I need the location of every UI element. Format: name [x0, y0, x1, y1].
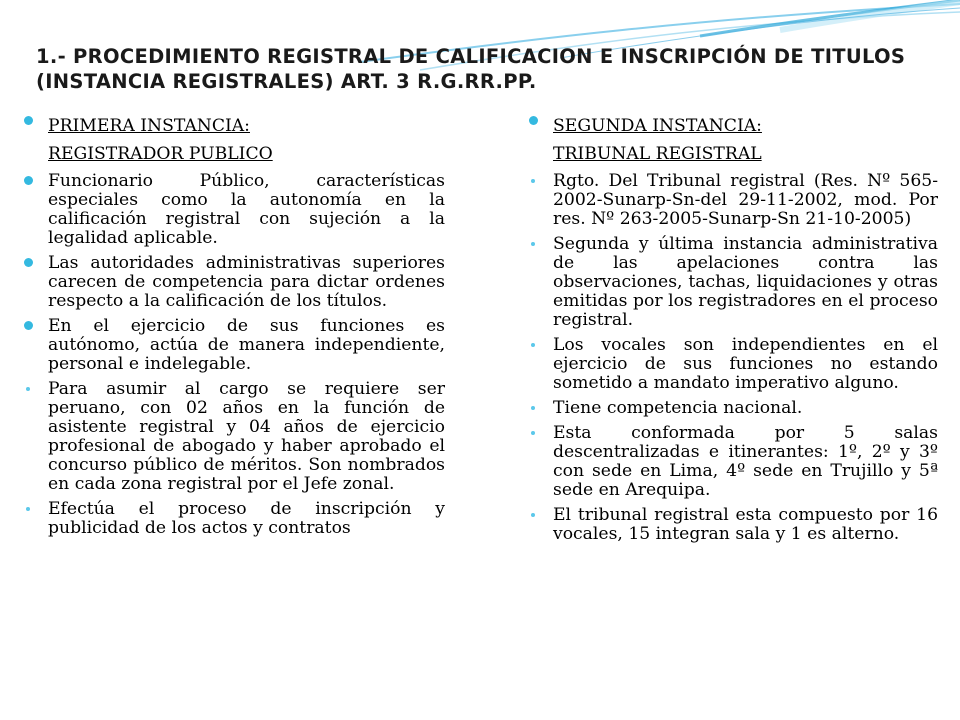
bullet-icon — [24, 116, 33, 125]
small-bullet-icon — [26, 507, 30, 511]
left-heading-line1: PRIMERA INSTANCIA: — [48, 116, 250, 136]
list-item: Para asumir al cargo se requiere ser peruano, con 02 años en la función de asistente registral y 04 años de ejercicio profesional de abogado y haber aprobado el concurso público de méritos. Son nombrados en cada zona registral por el Jefe zonal. — [20, 380, 445, 494]
left-column — [20, 112, 445, 544]
list-item: Efectúa el proceso de inscripción y publicidad de los actos y contratos — [20, 500, 445, 538]
right-list — [525, 112, 938, 544]
right-heading — [525, 112, 938, 168]
left-heading — [20, 112, 445, 168]
left-list — [20, 112, 445, 538]
small-bullet-icon — [26, 387, 30, 391]
slide-title: 1.- PROCEDIMIENTO REGISTRAL DE CALIFICACION E INSCRIPCIÓN DE TITULOS (INSTANCIA REGISTRALES) ART. 3 R.G.RR.PP. — [36, 45, 906, 93]
list-item: Los vocales son independientes en el ejercicio de sus funciones no estando sometido a mandato imperativo alguno. — [525, 336, 938, 393]
list-item: Segunda y última instancia administrativa de las apelaciones contra las observaciones, tachas, liquidaciones y otras emitidas por los registradores en el proceso registral. — [525, 235, 938, 330]
small-bullet-icon — [531, 343, 535, 347]
small-bullet-icon — [531, 431, 535, 435]
list-item: Las autoridades administrativas superiores carecen de competencia para dictar ordenes respecto a la calificación de los títulos. — [20, 254, 445, 311]
left-heading-line2: REGISTRADOR PUBLICO — [48, 144, 273, 164]
list-item: Esta conformada por 5 salas descentralizadas e itinerantes: 1º, 2º y 3º con sede en Lima, 4º sede en Trujillo y 5ª sede en Arequipa. — [525, 424, 938, 500]
small-bullet-icon — [531, 513, 535, 517]
right-heading-line1: SEGUNDA INSTANCIA: — [553, 116, 762, 136]
list-item: Rgto. Del Tribunal registral (Res. Nº 565-2002-Sunarp-Sn-del 29-11-2002, mod. Por res. Nº 263-2005-Sunarp-Sn 21-10-2005) — [525, 172, 938, 229]
list-item: Funcionario Público, características especiales como la autonomía en la calificación registral con sujeción a la legalidad aplicable. — [20, 172, 445, 248]
list-item: El tribunal registral esta compuesto por 16 vocales, 15 integran sala y 1 es alterno. — [525, 506, 938, 544]
bullet-icon — [529, 116, 538, 125]
right-column — [525, 112, 938, 550]
bullet-icon — [24, 321, 33, 330]
small-bullet-icon — [531, 242, 535, 246]
small-bullet-icon — [531, 406, 535, 410]
bullet-icon — [24, 258, 33, 267]
list-item: Tiene competencia nacional. — [525, 399, 938, 418]
bullet-icon — [24, 176, 33, 185]
small-bullet-icon — [531, 179, 535, 183]
list-item: En el ejercicio de sus funciones es autónomo, actúa de manera independiente, personal e indelegable. — [20, 317, 445, 374]
right-heading-line2: TRIBUNAL REGISTRAL — [553, 144, 762, 164]
